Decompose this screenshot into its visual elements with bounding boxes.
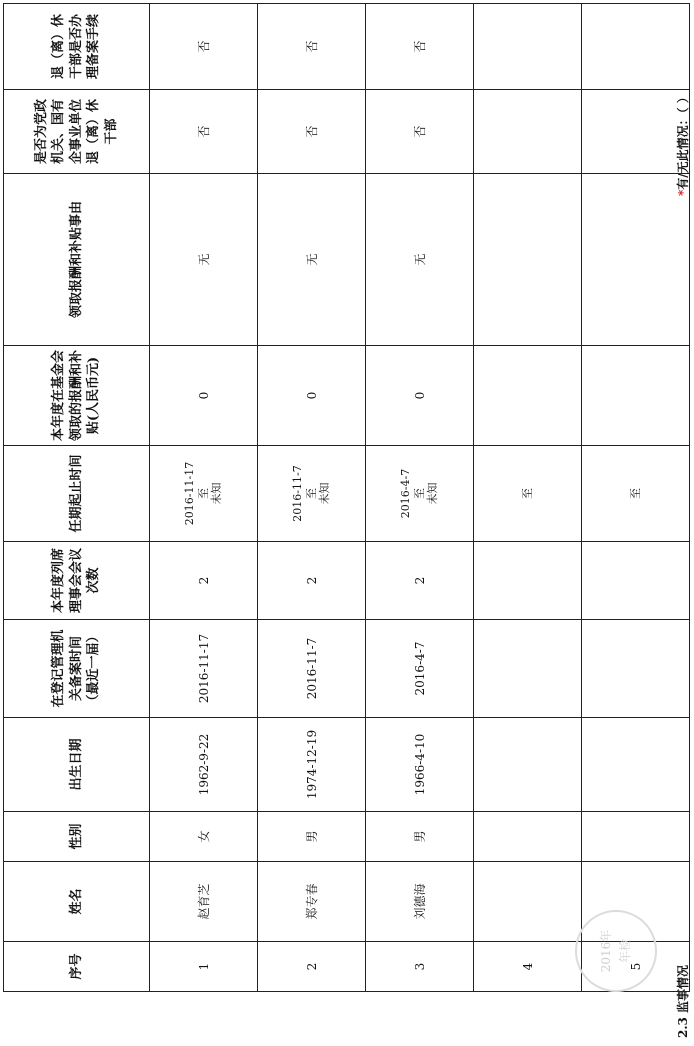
cell-reason: [582, 174, 690, 346]
term-start: 2016-11-17: [182, 461, 196, 526]
header-gender: 性别: [4, 812, 150, 862]
cell-birth: 1966-4-10: [366, 718, 474, 812]
cell-term: [474, 446, 582, 542]
header-procedure: 退（离）休干部是否办理备案手续: [4, 4, 150, 90]
term-to: 至: [196, 488, 210, 499]
cell-procedure: 否: [366, 4, 474, 90]
table-row: [366, 4, 474, 992]
cell-procedure: [474, 4, 582, 90]
seal-line-year: 2016年: [598, 929, 613, 973]
header-pay: 本年度在基金会领取的报酬和补贴(人民币元): [4, 346, 150, 446]
term-to: 至: [412, 488, 426, 499]
cell-birth: 1974-12-19: [258, 718, 366, 812]
cell-seq: 2: [258, 942, 366, 992]
term-to: 至: [304, 488, 318, 499]
header-filing: 在登记管理机关备案时间（最近一届）: [4, 620, 150, 718]
table-row: [474, 4, 582, 992]
cell-reason: 无: [366, 174, 474, 346]
cell-retired: [474, 90, 582, 174]
term-end: 未知: [210, 482, 224, 505]
cell-seq: 1: [150, 942, 258, 992]
cell-pay: [582, 346, 690, 446]
term-end: 未知: [426, 482, 440, 505]
seal-line-label: 年检: [618, 939, 632, 964]
section-title: 2.3 监事情况: [676, 964, 690, 1038]
cell-retired: 否: [258, 90, 366, 174]
table-row: [150, 4, 258, 992]
cell-seq: 3: [366, 942, 474, 992]
cell-filing: 2016-4-7: [366, 620, 474, 718]
cell-procedure: 否: [258, 4, 366, 90]
supervisors-table: [3, 3, 690, 992]
header-row: [4, 4, 150, 992]
required-star: *: [676, 189, 690, 196]
cell-gender: [582, 812, 690, 862]
cell-reason: 无: [150, 174, 258, 346]
cell-meetings: 2: [150, 542, 258, 620]
cell-retired: 否: [150, 90, 258, 174]
annual-inspection-seal: [575, 910, 657, 992]
term-to: 至: [628, 488, 642, 499]
cell-name: 郑专春: [258, 862, 366, 942]
cell-gender: 女: [150, 812, 258, 862]
cell-meetings: 2: [258, 542, 366, 620]
cell-term: [582, 446, 690, 542]
cell-filing: [474, 620, 582, 718]
cell-reason: [474, 174, 582, 346]
header-seq: 序号: [4, 942, 150, 992]
term-to: 至: [520, 488, 534, 499]
cell-birth: [474, 718, 582, 812]
cell-seq: 5: [582, 942, 690, 992]
header-name: 姓名: [4, 862, 150, 942]
cell-filing: 2016-11-17: [150, 620, 258, 718]
term-start: 2016-4-7: [398, 468, 412, 519]
cell-procedure: 否: [150, 4, 258, 90]
cell-term: [258, 446, 366, 542]
cell-pay: 0: [258, 346, 366, 446]
cell-seq: 4: [474, 942, 582, 992]
header-birth: 出生日期: [4, 718, 150, 812]
table-row: [582, 4, 690, 992]
cell-retired: 否: [366, 90, 474, 174]
term-end: 未知: [318, 482, 332, 505]
cell-meetings: [474, 542, 582, 620]
cell-retired: [582, 90, 690, 174]
cell-filing: [582, 620, 690, 718]
cell-pay: [474, 346, 582, 446]
cell-meetings: [582, 542, 690, 620]
cell-pay: 0: [366, 346, 474, 446]
header-term: 任期起止时间: [4, 446, 150, 542]
cell-procedure: [582, 4, 690, 90]
header-reason: 领取报酬和补贴事由: [4, 174, 150, 346]
term-start: 2016-11-7: [290, 465, 304, 522]
note-text: 有/无此情况：（ ）: [676, 91, 690, 190]
table-row: [258, 4, 366, 992]
cell-pay: 0: [150, 346, 258, 446]
cell-name: 赵育芝: [150, 862, 258, 942]
cell-gender: 男: [366, 812, 474, 862]
cell-name: [474, 862, 582, 942]
cell-term: [366, 446, 474, 542]
cell-filing: 2016-11-7: [258, 620, 366, 718]
cell-reason: 无: [258, 174, 366, 346]
cell-term: [150, 446, 258, 542]
header-meetings: 本年度列席理事会会议次数: [4, 542, 150, 620]
header-retired: 是否为党政机关、国有企事业单位退（离）休干部: [4, 90, 150, 174]
cell-gender: 男: [258, 812, 366, 862]
cell-meetings: 2: [366, 542, 474, 620]
cell-birth: 1962-9-22: [150, 718, 258, 812]
cell-gender: [474, 812, 582, 862]
cell-birth: [582, 718, 690, 812]
cell-name: 刘德海: [366, 862, 474, 942]
